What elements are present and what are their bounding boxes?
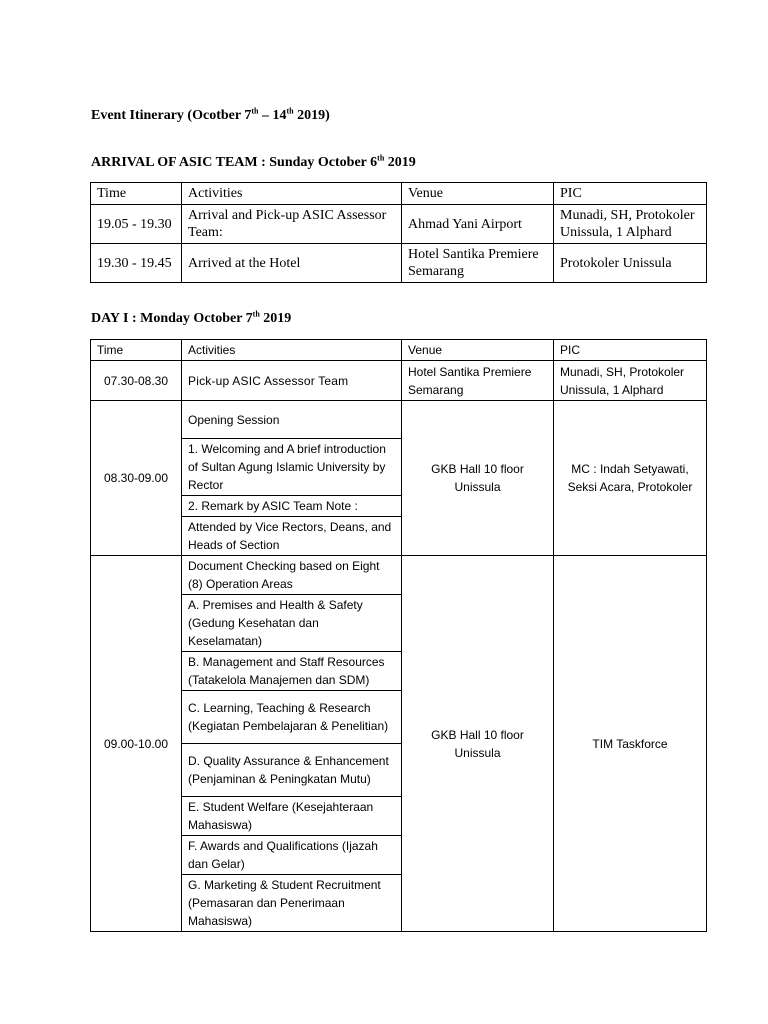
arrival-heading: ARRIVAL OF ASIC TEAM : Sunday October 6th 2019 (91, 153, 416, 170)
activity-cell: Opening Session (182, 401, 402, 439)
page-title: Event Itinerary (Ocotber 7th – 14th 2019) (91, 106, 330, 123)
header-activities: Activities (182, 183, 402, 205)
table-row (91, 401, 707, 439)
arrival-table (90, 182, 707, 283)
activity-cell: Document Checking based on Eight (8) Operation Areas (182, 556, 402, 595)
table-header-row (91, 340, 707, 361)
time-cell: 19.05 - 19.30 (91, 205, 182, 244)
venue-cell: Hotel Santika Premiere Semarang (402, 361, 554, 401)
day1-table (90, 339, 707, 932)
pic-cell: TIM Taskforce (554, 556, 707, 932)
activity-cell: Arrived at the Hotel (182, 244, 402, 283)
table-row (91, 205, 707, 244)
header-venue: Venue (402, 183, 554, 205)
pic-cell: Munadi, SH, Protokoler Unissula, 1 Alphard (554, 361, 707, 401)
header-venue: Venue (402, 340, 554, 361)
activity-cell: A. Premises and Health & Safety (Gedung Kesehatan dan Keselamatan) (182, 595, 402, 652)
activity-cell: D. Quality Assurance & Enhancement (Penjaminan & Peningkatan Mutu) (182, 744, 402, 797)
activity-cell: 2. Remark by ASIC Team Note : (182, 496, 402, 517)
pic-cell: Protokoler Unissula (554, 244, 707, 283)
activity-cell: G. Marketing & Student Recruitment (Pemasaran dan Penerimaan Mahasiswa) (182, 875, 402, 932)
time-cell: 19.30 - 19.45 (91, 244, 182, 283)
activity-cell: 1. Welcoming and A brief introduction of Sultan Agung Islamic University by Rector (182, 439, 402, 496)
header-time: Time (91, 340, 182, 361)
table-row (91, 244, 707, 283)
table-row (91, 556, 707, 595)
header-time: Time (91, 183, 182, 205)
activity-cell: C. Learning, Teaching & Research (Kegiatan Pembelajaran & Penelitian) (182, 691, 402, 744)
table-row (91, 361, 707, 401)
venue-cell: Hotel Santika Premiere Semarang (402, 244, 554, 283)
venue-cell: GKB Hall 10 floor Unissula (402, 556, 554, 932)
venue-cell: GKB Hall 10 floor Unissula (402, 401, 554, 556)
time-cell: 08.30-09.00 (91, 401, 182, 556)
activity-cell: Pick-up ASIC Assessor Team (182, 361, 402, 401)
venue-cell: Ahmad Yani Airport (402, 205, 554, 244)
time-cell: 09.00-10.00 (91, 556, 182, 932)
header-pic: PIC (554, 340, 707, 361)
time-cell: 07.30-08.30 (91, 361, 182, 401)
activity-cell: Attended by Vice Rectors, Deans, and Heads of Section (182, 517, 402, 556)
pic-cell: Munadi, SH, Protokoler Unissula, 1 Alphard (554, 205, 707, 244)
activity-cell: B. Management and Staff Resources (Tatakelola Manajemen dan SDM) (182, 652, 402, 691)
day1-heading: DAY I : Monday October 7th 2019 (91, 309, 292, 326)
activity-cell: Arrival and Pick-up ASIC Assessor Team: (182, 205, 402, 244)
header-activities: Activities (182, 340, 402, 361)
header-pic: PIC (554, 183, 707, 205)
activity-cell: F. Awards and Qualifications (Ijazah dan Gelar) (182, 836, 402, 875)
pic-cell: MC : Indah Setyawati, Seksi Acara, Protokoler (554, 401, 707, 556)
table-header-row (91, 183, 707, 205)
activity-cell: E. Student Welfare (Kesejahteraan Mahasiswa) (182, 797, 402, 836)
